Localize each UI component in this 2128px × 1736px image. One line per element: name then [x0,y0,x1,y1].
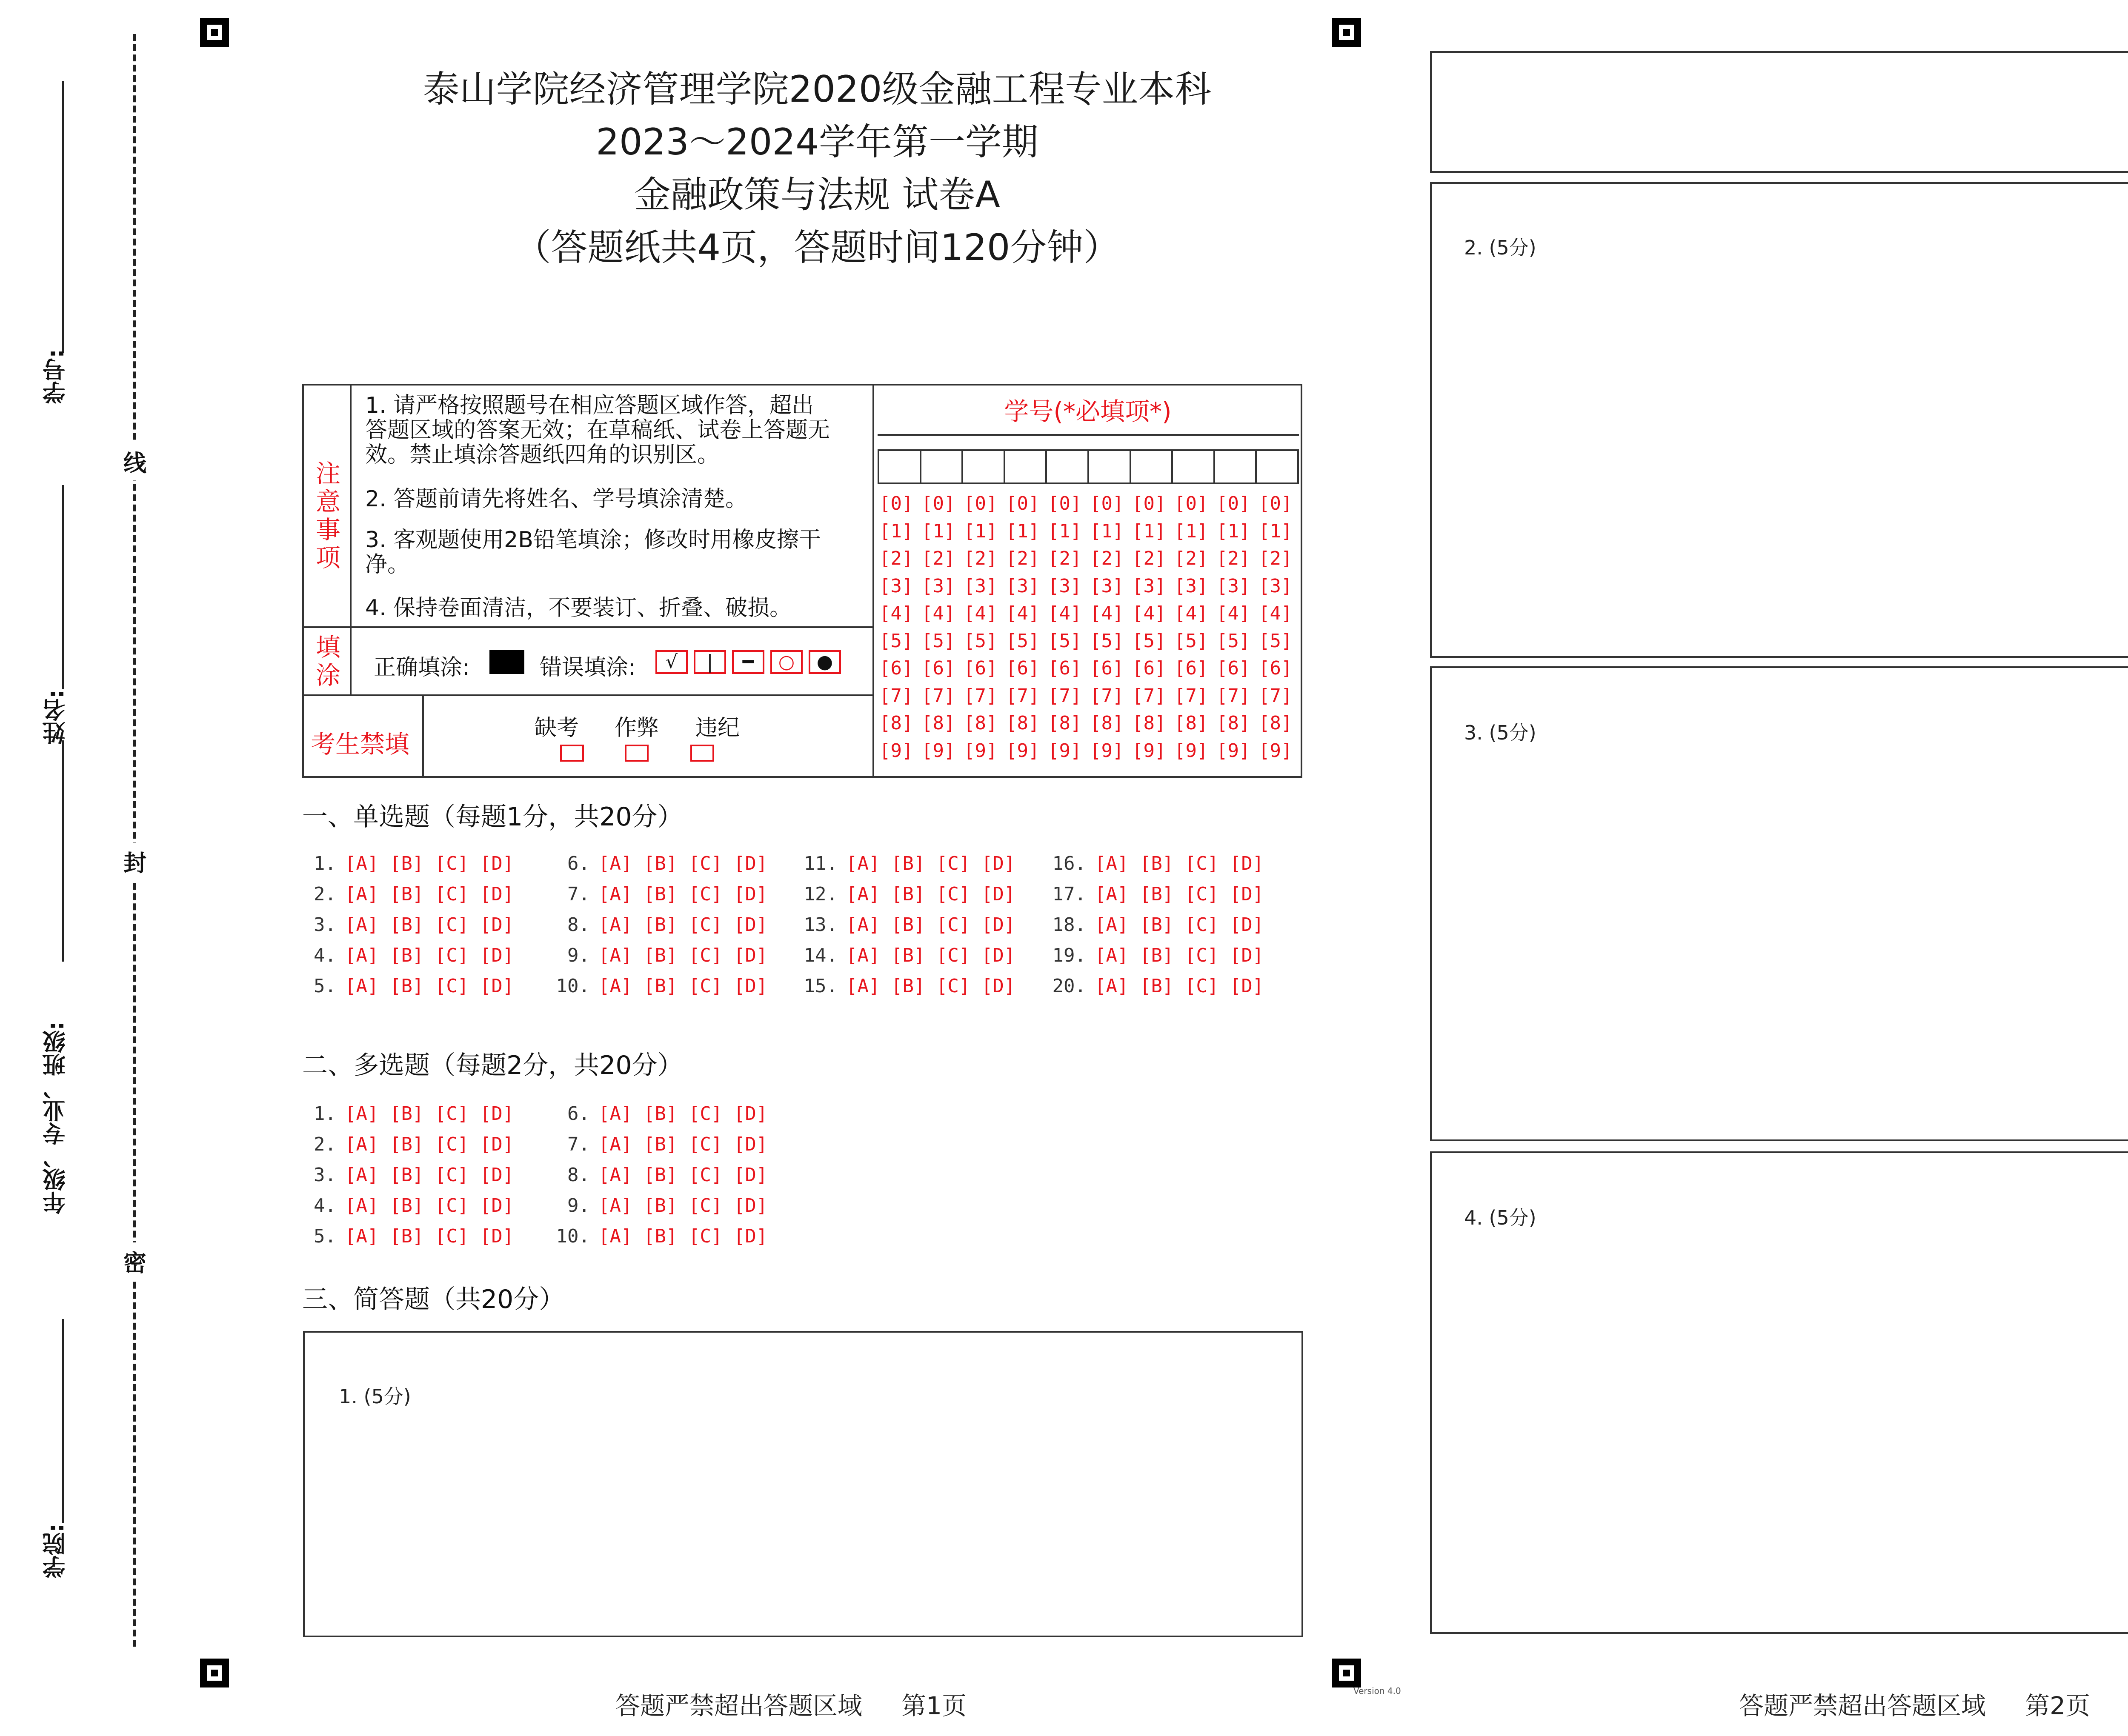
answer-box-q1-continued[interactable] [1430,51,2128,173]
question-number: 18. [1052,914,1086,936]
question-row [1048,910,1264,940]
answer-options[interactable]: [A] [B] [C] [D] [846,945,1015,966]
notice-item-2: 2. 答题前请先将姓名、学号填涂清楚。 [365,486,748,512]
student-id-bubble[interactable]: [4] [964,602,998,624]
student-id-bubble[interactable]: [9] [1132,740,1166,762]
student-id-bubble[interactable]: [9] [1174,740,1208,762]
notice-row-divider-1 [302,626,873,628]
student-id-bubble[interactable]: [5] [1174,630,1208,652]
student-id-bubble[interactable]: [8] [1006,712,1040,734]
question-number: 5. [314,1225,336,1247]
correct-fill-label: 正确填涂: [374,655,470,680]
question-number: 8. [567,1164,590,1186]
question-number: 12. [804,883,838,905]
student-id-bubble[interactable]: [9] [1048,740,1082,762]
answer-options[interactable]: [A] [B] [C] [D] [345,1164,514,1186]
question-number: 14. [804,945,838,966]
student-id-bubble[interactable]: [8] [1174,712,1208,734]
exam-title-line2: 2023～2024学年第一学期 [596,121,1038,163]
forbidden-cheat-label: 作弊 [615,715,659,741]
student-id-bubble[interactable]: [8] [1090,712,1124,734]
question-row [298,879,514,910]
student-id-bubble[interactable]: [3] [879,575,913,597]
corner-marker-top-left-icon [200,18,229,47]
answer-options[interactable]: [A] [B] [C] [D] [846,975,1015,997]
student-id-bubble[interactable]: [5] [1048,630,1082,652]
student-id-bubble[interactable]: [0] [1006,493,1040,514]
college-field-label: 学院: [42,1523,69,1579]
student-id-bubble[interactable]: [2] [1132,548,1166,569]
student-id-bubble[interactable]: [2] [1174,548,1208,569]
answer-options[interactable]: [A] [B] [C] [D] [598,1103,768,1125]
question-number: 11. [804,853,838,874]
student-id-field-label: 学号: [42,349,69,404]
answer-options[interactable]: [A] [B] [C] [D] [345,1225,514,1247]
forbidden-absent-checkbox[interactable] [560,745,584,762]
student-id-bubble[interactable]: [3] [1216,575,1250,597]
question-row [799,971,1015,1002]
question-number: 4. [314,1195,336,1216]
student-id-bubble[interactable]: [7] [1006,685,1040,707]
section1-heading: 一、单选题（每题1分，共20分） [302,802,683,832]
correct-fill-sample [489,650,524,674]
student-id-digit-cell[interactable] [1255,449,1299,484]
student-id-digit-cell[interactable] [961,449,1005,484]
wrong-fill-samples [655,650,841,674]
student-id-bubble-column [1174,490,1208,765]
answer-options[interactable]: [A] [B] [C] [D] [598,883,768,905]
question-row [298,1099,514,1129]
question-number: 10. [556,975,590,997]
wrong-sample-circle: ○ [770,650,803,674]
student-id-bubble[interactable]: [3] [1132,575,1166,597]
answer-options[interactable]: [A] [B] [C] [D] [345,883,514,905]
student-id-bubble[interactable]: [7] [1216,685,1250,707]
student-id-bubble[interactable]: [6] [1132,657,1166,679]
answer-label-q2: 2. (5分) [1464,236,1536,259]
answer-label-q1: 1. (5分) [339,1385,411,1408]
student-id-bubble[interactable]: [1] [921,520,955,542]
student-id-bubble[interactable]: [9] [1216,740,1250,762]
student-id-bubble-column [879,490,913,765]
student-id-bubble[interactable]: [8] [879,712,913,734]
fill-label: 填涂 [316,633,341,690]
forbidden-absent-label: 缺考 [535,715,579,741]
question-row [298,940,514,971]
student-id-bubble[interactable]: [1] [964,520,998,542]
answer-options[interactable]: [A] [B] [C] [D] [345,1103,514,1125]
question-row [552,1191,767,1221]
student-id-bubble[interactable]: [2] [1216,548,1250,569]
student-id-input-row [878,449,1299,484]
notice-row-divider-2 [302,694,873,696]
student-id-bubble[interactable]: [6] [879,657,913,679]
student-id-bubble[interactable]: [3] [1174,575,1208,597]
seal-char-line: 线 [123,443,146,480]
class-underline [62,740,64,962]
wrong-fill-label: 错误填涂: [540,655,636,680]
student-id-bubble[interactable]: [3] [1006,575,1040,597]
question-number: 9. [567,945,590,966]
student-id-bubble[interactable]: [6] [1174,657,1208,679]
student-id-bubble[interactable]: [2] [964,548,998,569]
student-id-bubble[interactable]: [1] [879,520,913,542]
question-row [552,940,767,971]
student-id-bubble[interactable]: [8] [921,712,955,734]
student-id-bubble[interactable]: [5] [1216,630,1250,652]
seal-char-seal: 封 [123,842,146,880]
student-id-bubble[interactable]: [0] [964,493,998,514]
question-number: 2. [314,883,336,905]
exam-title-line1: 泰山学院经济管理学院2020级金融工程专业本科 [423,68,1212,111]
answer-options[interactable]: [A] [B] [C] [D] [1095,975,1264,997]
name-field-label: 姓名: [42,689,69,745]
student-id-bubble[interactable]: [2] [879,548,913,569]
answer-options[interactable]: [A] [B] [C] [D] [598,853,768,874]
notice-item-4: 4. 保持卷面清洁，不要装订、折叠、破损。 [365,595,792,621]
answer-options[interactable]: [A] [B] [C] [D] [598,1195,768,1216]
student-id-bubble[interactable]: [8] [1258,712,1293,734]
student-id-bubble[interactable]: [7] [1174,685,1208,707]
section2-heading: 二、多选题（每题2分，共20分） [302,1051,683,1080]
answer-options[interactable]: [A] [B] [C] [D] [345,945,514,966]
question-number: 16. [1052,853,1086,874]
answer-options[interactable]: [A] [B] [C] [D] [598,914,768,936]
question-row [552,1099,767,1129]
question-number: 1. [314,853,336,874]
student-id-bubble[interactable]: [5] [921,630,955,652]
notice-item-1: 1. 请严格按照题号在相应答题区域作答，超出答题区域的答案无效；在草稿纸、试卷上答题无效。禁止填涂答题纸四角的识别区。 [365,393,830,468]
question-row [799,848,1015,879]
question-row [1048,971,1264,1002]
forbidden-label: 考生禁填 [311,730,410,759]
question-number: 13. [804,914,838,936]
answer-options[interactable]: [A] [B] [C] [D] [345,975,514,997]
student-id-bubble[interactable]: [8] [1048,712,1082,734]
student-id-bubble[interactable]: [5] [1258,630,1293,652]
fill-label-divider [350,626,352,694]
student-id-bubble[interactable]: [0] [1258,493,1293,514]
student-id-bubble[interactable]: [0] [1132,493,1166,514]
student-id-bubble[interactable]: [7] [1132,685,1166,707]
student-id-bubble[interactable]: [0] [921,493,955,514]
question-number: 4. [314,945,336,966]
student-id-bubble[interactable]: [0] [1174,493,1208,514]
answer-options[interactable]: [A] [B] [C] [D] [345,853,514,874]
student-id-bubble[interactable]: [5] [879,630,913,652]
question-row [552,971,767,1002]
notice-vertical-divider [872,384,874,778]
student-id-bubble[interactable]: [2] [1258,548,1293,569]
question-row [552,910,767,940]
student-id-bubble-column [921,490,955,765]
question-row [298,848,514,879]
student-id-bubble[interactable]: [8] [964,712,998,734]
answer-options[interactable]: [A] [B] [C] [D] [1095,883,1264,905]
student-id-bubble-column [1048,490,1081,765]
notice-item-3: 3. 客观题使用2B铅笔填涂；修改时用橡皮擦干净。 [365,527,821,577]
answer-options[interactable]: [A] [B] [C] [D] [345,914,514,936]
student-id-bubble[interactable]: [7] [921,685,955,707]
student-id-bubble[interactable]: [1] [1174,520,1208,542]
forbidden-violation-checkbox[interactable] [690,745,714,762]
wrong-sample-dot: ● [809,650,841,674]
student-id-bubble-column [1006,490,1039,765]
student-id-title: 学号(*必填项*) [1004,397,1172,426]
question-number: 15. [804,975,838,997]
student-id-bubble[interactable]: [9] [964,740,998,762]
section3-heading: 三、简答题（共20分） [302,1285,565,1314]
question-row [298,1160,514,1191]
question-number: 8. [567,914,590,936]
question-number: 2. [314,1134,336,1155]
class-field-label: 年级、专业、班级: [42,1021,69,1214]
question-row [552,1129,767,1160]
student-id-bubble[interactable]: [4] [879,602,913,624]
answer-options[interactable]: [A] [B] [C] [D] [598,1164,768,1186]
student-id-bubble[interactable]: [5] [1132,630,1166,652]
question-row [1048,848,1264,879]
student-id-bubble[interactable]: [7] [1090,685,1124,707]
answer-options[interactable]: [A] [B] [C] [D] [598,945,768,966]
student-id-bubble[interactable]: [1] [1006,520,1040,542]
student-id-bubble[interactable]: [7] [964,685,998,707]
question-row [298,1221,514,1252]
question-number: 1. [314,1103,336,1125]
student-id-bubble[interactable]: [1] [1132,520,1166,542]
answer-label-q3: 3. (5分) [1464,721,1536,744]
answer-options[interactable]: [A] [B] [C] [D] [1095,945,1264,966]
student-id-bubble[interactable]: [9] [1090,740,1124,762]
version-label: Version 4.0 [1353,1686,1401,1696]
question-number: 6. [567,1103,590,1125]
question-number: 17. [1052,883,1086,905]
student-id-bubble[interactable]: [6] [1048,657,1082,679]
answer-options[interactable]: [A] [B] [C] [D] [846,914,1015,936]
student-id-bubble[interactable]: [2] [1006,548,1040,569]
question-row [799,910,1015,940]
question-row [298,1129,514,1160]
student-id-bubble[interactable]: [6] [1216,657,1250,679]
answer-options[interactable]: [A] [B] [C] [D] [1095,853,1264,874]
question-row [552,1221,767,1252]
answer-options[interactable]: [A] [B] [C] [D] [846,853,1015,874]
student-id-bubble[interactable]: [9] [1258,740,1293,762]
notice-label-divider [350,384,352,626]
student-id-bubble[interactable]: [8] [1132,712,1166,734]
student-id-digit-cell[interactable] [1045,449,1089,484]
student-id-bubble-column [964,490,997,765]
student-id-bubble[interactable]: [7] [879,685,913,707]
answer-options[interactable]: [A] [B] [C] [D] [598,1134,768,1155]
question-row [799,879,1015,910]
student-id-bubble[interactable]: [0] [1090,493,1124,514]
student-id-bubble-column [1216,490,1250,765]
student-id-bubble[interactable]: [4] [921,602,955,624]
student-id-bubble[interactable]: [1] [1216,520,1250,542]
answer-options[interactable]: [A] [B] [C] [D] [598,975,768,997]
answer-options[interactable]: [A] [B] [C] [D] [345,1195,514,1216]
student-id-bubble-column [1132,490,1166,765]
footer-page1: 答题严禁超出答题区域 第1页 [615,1691,967,1720]
question-number: 9. [567,1195,590,1216]
question-number: 10. [556,1225,590,1247]
question-row [298,910,514,940]
question-number: 7. [567,1134,590,1155]
student-id-bubble[interactable]: [5] [1090,630,1124,652]
question-row [1048,940,1264,971]
student-id-bubble-column [1258,490,1292,765]
student-id-bubble-column [1090,490,1124,765]
question-number: 3. [314,914,336,936]
student-id-bubble[interactable]: [5] [1006,630,1040,652]
student-id-bubble[interactable]: [1] [1258,520,1293,542]
student-id-bubble[interactable]: [7] [1258,685,1293,707]
student-id-bubble[interactable]: [4] [1216,602,1250,624]
student-id-bubble[interactable]: [9] [879,740,913,762]
student-id-bubble[interactable]: [6] [921,657,955,679]
student-id-bubble[interactable]: [1] [1090,520,1124,542]
corner-marker-top-middle-icon [1332,18,1361,47]
student-id-bubble[interactable]: [5] [964,630,998,652]
student-id-bubble[interactable]: [4] [1090,602,1124,624]
question-number: 7. [567,883,590,905]
student-id-digit-cell[interactable] [1213,449,1257,484]
answer-options[interactable]: [A] [B] [C] [D] [598,1225,768,1247]
student-id-bubble[interactable]: [7] [1048,685,1082,707]
question-row [298,1191,514,1221]
answer-options[interactable]: [A] [B] [C] [D] [345,1134,514,1155]
student-id-bubble[interactable]: [0] [879,493,913,514]
seal-dashed-line [133,34,136,1647]
exam-title-line4: （答题纸共4页，答题时间120分钟） [514,226,1120,269]
student-id-bubble[interactable]: [0] [1216,493,1250,514]
student-id-digit-cell[interactable] [1130,449,1173,484]
student-id-bubble[interactable]: [8] [1216,712,1250,734]
wrong-sample-dash: ━ [732,650,764,674]
id-underline [62,81,64,353]
corner-marker-bottom-middle-icon [1332,1659,1361,1687]
question-number: 5. [314,975,336,997]
question-row [552,1160,767,1191]
student-id-bubble[interactable]: [6] [964,657,998,679]
student-id-bubble[interactable]: [3] [921,575,955,597]
name-underline [62,485,64,689]
student-id-bubble[interactable]: [6] [1258,657,1293,679]
student-id-bubble[interactable]: [9] [1006,740,1040,762]
answer-box-q1[interactable] [303,1331,1303,1637]
forbidden-label-divider [422,694,424,778]
wrong-sample-bar: | [694,650,726,674]
student-id-digit-cell[interactable] [1087,449,1131,484]
question-number: 3. [314,1164,336,1186]
student-id-bubble[interactable]: [3] [964,575,998,597]
student-id-digit-cell[interactable] [878,449,921,484]
question-row [298,971,514,1002]
question-number: 19. [1052,945,1086,966]
student-id-digit-cell[interactable] [920,449,964,484]
student-id-bubble[interactable]: [2] [1048,548,1082,569]
college-underline [62,1319,64,1523]
answer-options[interactable]: [A] [B] [C] [D] [1095,914,1264,936]
student-id-bubble[interactable]: [4] [1132,602,1166,624]
student-id-bubble[interactable]: [3] [1048,575,1082,597]
question-row [552,848,767,879]
student-id-bubble[interactable]: [1] [1048,520,1082,542]
student-id-bubble[interactable]: [9] [921,740,955,762]
student-id-bubble[interactable]: [6] [1006,657,1040,679]
question-number: 6. [567,853,590,874]
answer-label-q4: 4. (5分) [1464,1206,1536,1229]
student-id-bubble[interactable]: [4] [1174,602,1208,624]
question-row [1048,879,1264,910]
forbidden-violation-label: 违纪 [695,715,740,741]
student-id-bubble[interactable]: [2] [1090,548,1124,569]
question-number: 20. [1052,975,1086,997]
notice-label: 注意事项 [316,459,341,572]
student-id-bubble[interactable]: [4] [1258,602,1293,624]
student-id-bubble[interactable]: [6] [1090,657,1124,679]
student-id-digit-cell[interactable] [1004,449,1047,484]
student-id-bubble[interactable]: [3] [1258,575,1293,597]
student-id-title-underline [878,434,1299,436]
footer-page2: 答题严禁超出答题区域 第2页 [1739,1691,2091,1720]
corner-marker-bottom-left-icon [200,1659,229,1687]
student-id-bubble[interactable]: [3] [1090,575,1124,597]
exam-title-line3: 金融政策与法规 试卷A [634,174,1001,216]
student-id-bubble[interactable]: [2] [921,548,955,569]
student-id-digit-cell[interactable] [1171,449,1215,484]
question-row [799,940,1015,971]
question-row [552,879,767,910]
student-id-bubble[interactable]: [0] [1048,493,1082,514]
student-id-bubble[interactable]: [4] [1048,602,1082,624]
forbidden-cheat-checkbox[interactable] [625,745,649,762]
wrong-sample-check: √ [655,650,688,674]
student-id-bubble[interactable]: [4] [1006,602,1040,624]
seal-char-secret: 密 [123,1242,146,1280]
answer-options[interactable]: [A] [B] [C] [D] [846,883,1015,905]
